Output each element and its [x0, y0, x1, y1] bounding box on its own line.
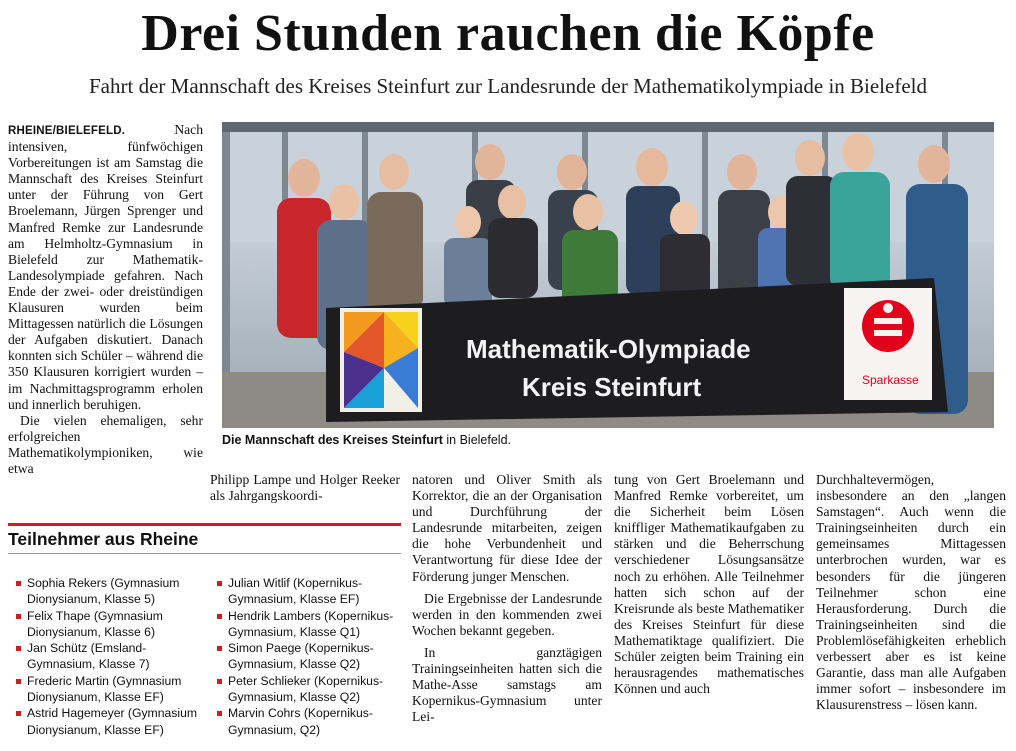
bullet-square-icon — [217, 581, 222, 586]
article-column-5 — [816, 472, 1006, 713]
bullet-square-icon — [16, 581, 21, 586]
bullet-square-icon — [217, 614, 222, 619]
article-paragraph: Die Ergebnisse der Landesrunde werden in den kommenden zwei Wochen bekannt gegeben. — [412, 590, 602, 638]
caption-rest: in Bielefeld. — [442, 433, 512, 447]
article-column-3 — [412, 472, 602, 725]
headline: Drei Stunden rauchen die Köpfe — [141, 5, 875, 62]
photo-caption — [222, 432, 994, 448]
caption-bold: Die Mannschaft des Kreises Steinfurt — [222, 433, 443, 447]
participant-item: Simon Paege (Kopernikus-Gymnasium, Klasse Q2) — [217, 640, 401, 673]
banner-line2: Kreis Steinfurt — [522, 372, 702, 402]
sponsor-text: Sparkasse — [862, 373, 919, 387]
bullet-square-icon — [16, 679, 21, 684]
participants-list-left — [16, 575, 206, 738]
article-paragraph: tung von Gert Broelemann und Manfred Remke vorbereitet, um die Sicherheit beim Lösen kniffliger Mathematikaufgaben zu stärken und die Beherrschung verschiedener Lösungsansätze noch zu erhöhen. Alle Teilnehmer hatten sich schon auf der Kreisrunde als beste Mathematiker des Kreises Steinfurt für diese Mathematiktage qualifiziert. Die Schüler zeigten beim Training ein herausragendes mathematisches Können und auch — [614, 472, 804, 697]
article-column-1 — [8, 122, 203, 477]
participant-item: Marvin Cohrs (Kopernikus-Gymnasium, Q2) — [217, 705, 401, 738]
article-column-4 — [614, 472, 804, 697]
participants-box-rule — [8, 523, 401, 526]
article-paragraph: In ganztägigen Trainingseinheiten hatten sich die Mathe-Asse samstags am Kopernikus-Gymnasium unter Lei- — [412, 644, 602, 725]
team-photo — [222, 122, 994, 428]
bullet-square-icon — [217, 679, 222, 684]
participant-item: Astrid Hagemeyer (Gymnasium Dionysianum, Klasse EF) — [16, 705, 206, 738]
team-photo-illustration — [222, 122, 994, 428]
participant-item: Hendrik Lambers (Kopernikus-Gymnasium, Klasse Q1) — [217, 608, 401, 641]
paragraph-text: Nach intensiven, fünfwöchigen Vorbereitungen ist am Samstag die Mannschaft des Kreises Steinfurt unter der Führung von Gert Broelemann, Jürgen Sprenger und Manfred Remke zur Landesrunde am Helmholtz-Gymnasium in Bielefeld zur Mathematik-Landesolympiade gefahren. Nach Ende der zwei- oder dreistündigen Klausuren wurden beim Mittagessen natürlich die Lösungen der Aufgaben diskutiert. Danach konnten sich Schüler – während die 350 Klausuren korrigiert wurden – im Nachmittagsprogramm erholen und innerlich beruhigen. — [8, 122, 203, 412]
bullet-square-icon — [217, 646, 222, 651]
article-paragraph: Durchhaltevermögen, insbesondere an den „langen Samstagen“. Auch wenn die Trainingseinheiten durch ein gemeinsames Mittagessen unterbrochen wurden, war es besonders für die jüngeren Teilnehmer schon eine Herausforderung. Durch die Trainingseinheiten sind die Problemlösefähigkeiten erheblich verbessert aber es ist keine Garantie, dass man alle Aufgaben immer sofort – insbesondere im Klausurenstress – lösen kann. — [816, 472, 1006, 713]
article-paragraph: Philipp Lampe und Holger Reeker als Jahrgangskoordi- — [210, 472, 400, 504]
banner-line1: Mathematik-Olympiade — [466, 334, 751, 364]
bullet-square-icon — [16, 646, 21, 651]
participant-item: Frederic Martin (Gymnasium Dionysianum, Klasse EF) — [16, 673, 206, 706]
participant-item: Julian Witlif (Kopernikus-Gymnasium, Klasse EF) — [217, 575, 401, 608]
participant-item: Sophia Rekers (Gymnasium Dionysianum, Klasse 5) — [16, 575, 206, 608]
dateline: RHEINE/BIELEFELD. — [8, 125, 126, 137]
bullet-square-icon — [16, 614, 21, 619]
article-paragraph: Die vielen ehemaligen, sehr erfolgreichen Mathematikolympioniken, wie etwa — [8, 412, 203, 476]
participant-item: Felix Thape (Gymnasium Dionysianum, Klasse 6) — [16, 608, 206, 641]
article-paragraph: natoren und Oliver Smith als Korrektor, die an der Organisation und Durchführung der Landesrunde mitarbeiten, zeigen die hohe Verbundenheit und Verantwortung für diese Idee der Förderung junger Menschen. — [412, 472, 602, 584]
article-paragraph — [8, 122, 203, 413]
participants-divider — [8, 553, 401, 554]
participant-item: Peter Schlieker (Kopernikus-Gymnasium, Klasse Q2) — [217, 673, 401, 706]
participant-item: Jan Schütz (Emsland-Gymnasium, Klasse 7) — [16, 640, 206, 673]
participants-title: Teilnehmer aus Rheine — [8, 529, 199, 549]
bullet-square-icon — [217, 711, 222, 716]
article-column-2 — [210, 472, 400, 504]
subheadline: Fahrt der Mannschaft des Kreises Steinfurt zur Landesrunde der Mathematikolympiade in Bielefeld — [89, 74, 927, 98]
bullet-square-icon — [16, 711, 21, 716]
participants-list-right — [217, 575, 401, 738]
